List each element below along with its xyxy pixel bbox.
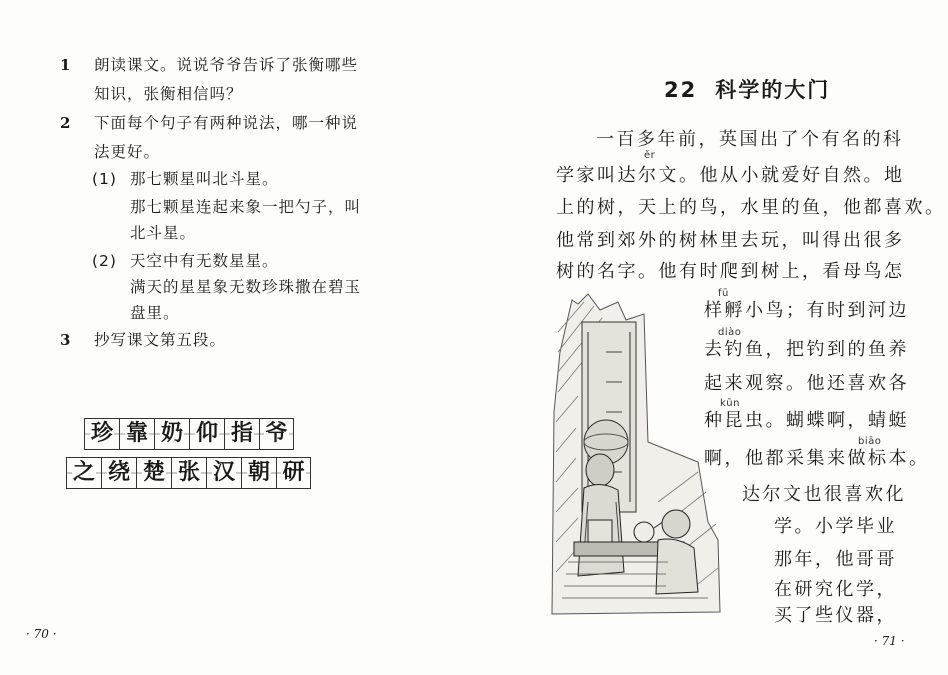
- text-line: 去钓鱼，把钓到的鱼养: [704, 339, 909, 360]
- pinyin-annotation: biāo: [858, 436, 882, 447]
- character: 珍: [90, 421, 113, 446]
- sentence-text: 那七颗星叫北斗星。: [130, 170, 279, 188]
- copy-grid-cell: [171, 457, 206, 489]
- sentence-text: 那七颗星连起来象一把勺子，叫: [130, 198, 362, 216]
- exercise-number: 1: [60, 56, 71, 74]
- text-line: 在研究化学，: [774, 579, 897, 600]
- character: 之: [72, 460, 95, 485]
- copy-grid-cell: [276, 457, 311, 489]
- text-line: 上的树，天上的鸟，水里的鱼，他都喜欢。: [556, 197, 946, 218]
- text-line: 他常到郊外的树林里去玩，叫得出很多: [556, 230, 905, 251]
- character: 绕: [107, 460, 130, 485]
- copy-grid-row-2: [66, 457, 311, 489]
- exercise-text: 抄写课文第五段。: [94, 331, 227, 349]
- character: 楚: [142, 460, 165, 485]
- text-line: 那年，他哥哥: [774, 549, 897, 570]
- exercise-number: 2: [60, 114, 71, 132]
- exercise-text: 知识，张衡相信吗？: [94, 85, 243, 103]
- pinyin-annotation: kūn: [720, 398, 740, 409]
- character: 奶: [160, 421, 183, 446]
- character: 靠: [125, 421, 148, 446]
- right-page: [474, 0, 948, 675]
- exercise-number: 3: [60, 331, 71, 349]
- subitem-label: (1): [92, 170, 117, 188]
- pinyin-annotation: ěr: [644, 150, 656, 161]
- page-number: · 71 ·: [874, 634, 905, 648]
- copy-grid-cell: [259, 418, 294, 450]
- copy-grid-cell: [241, 457, 276, 489]
- copy-grid-cell: [119, 418, 154, 450]
- lesson-title-text: 科学的大门: [715, 78, 831, 102]
- character: 指: [230, 421, 253, 446]
- copy-grid-cell: [189, 418, 224, 450]
- character: 汉: [212, 460, 235, 485]
- lesson-title: [664, 74, 830, 104]
- text-line: 达尔文也很喜欢化: [742, 484, 906, 505]
- text-line: 树的名字。他有时爬到树上，看母鸟怎: [556, 261, 905, 282]
- copy-grid-row-1: [84, 418, 294, 450]
- copy-grid-cell: [206, 457, 241, 489]
- text-line: 起来观察。他还喜欢各: [704, 373, 909, 394]
- text-line: 买了些仪器，: [774, 605, 897, 626]
- pinyin-annotation: fū: [718, 288, 729, 299]
- sentence-text: 天空中有无数星星。: [130, 252, 279, 270]
- pinyin-annotation: diào: [718, 327, 742, 338]
- copy-grid-cell: [84, 418, 119, 450]
- sentence-text: 盘里。: [130, 304, 180, 322]
- lesson-number: 22: [664, 78, 698, 102]
- copy-grid-cell: [136, 457, 171, 489]
- text-line: 啊，他都采集来做标本。: [704, 448, 930, 469]
- character: 朝: [247, 460, 270, 485]
- text-line: 种昆虫。蝴蝶啊，蜻蜓: [704, 410, 909, 431]
- character: 爷: [265, 421, 288, 446]
- sentence-text: 满天的星星象无数珍珠撒在碧玉: [130, 278, 362, 296]
- subitem-label: (2): [92, 252, 117, 270]
- text-line: 样孵小鸟；有时到河边: [704, 300, 909, 321]
- exercise-text: 法更好。: [94, 143, 161, 161]
- character: 张: [177, 460, 200, 485]
- copy-grid-cell: [224, 418, 259, 450]
- exercise-text: 朗读课文。说说爷爷告诉了张衡哪些: [94, 56, 359, 74]
- copy-grid-cell: [154, 418, 189, 450]
- copy-grid-cell: [66, 457, 101, 489]
- character: 研: [282, 460, 305, 485]
- page-number: · 70 ·: [26, 627, 57, 641]
- darwin-illustration: [548, 292, 724, 617]
- text-line: 学。小学毕业: [774, 516, 897, 537]
- text-line: 学家叫达尔文。他从小就爱好自然。地: [556, 165, 905, 186]
- character: 仰: [195, 421, 218, 446]
- exercise-text: 下面每个句子有两种说法，哪一种说: [94, 114, 359, 132]
- sentence-text: 北斗星。: [130, 224, 197, 242]
- text-line: 一百多年前，英国出了个有名的科: [596, 129, 904, 150]
- copy-grid-cell: [101, 457, 136, 489]
